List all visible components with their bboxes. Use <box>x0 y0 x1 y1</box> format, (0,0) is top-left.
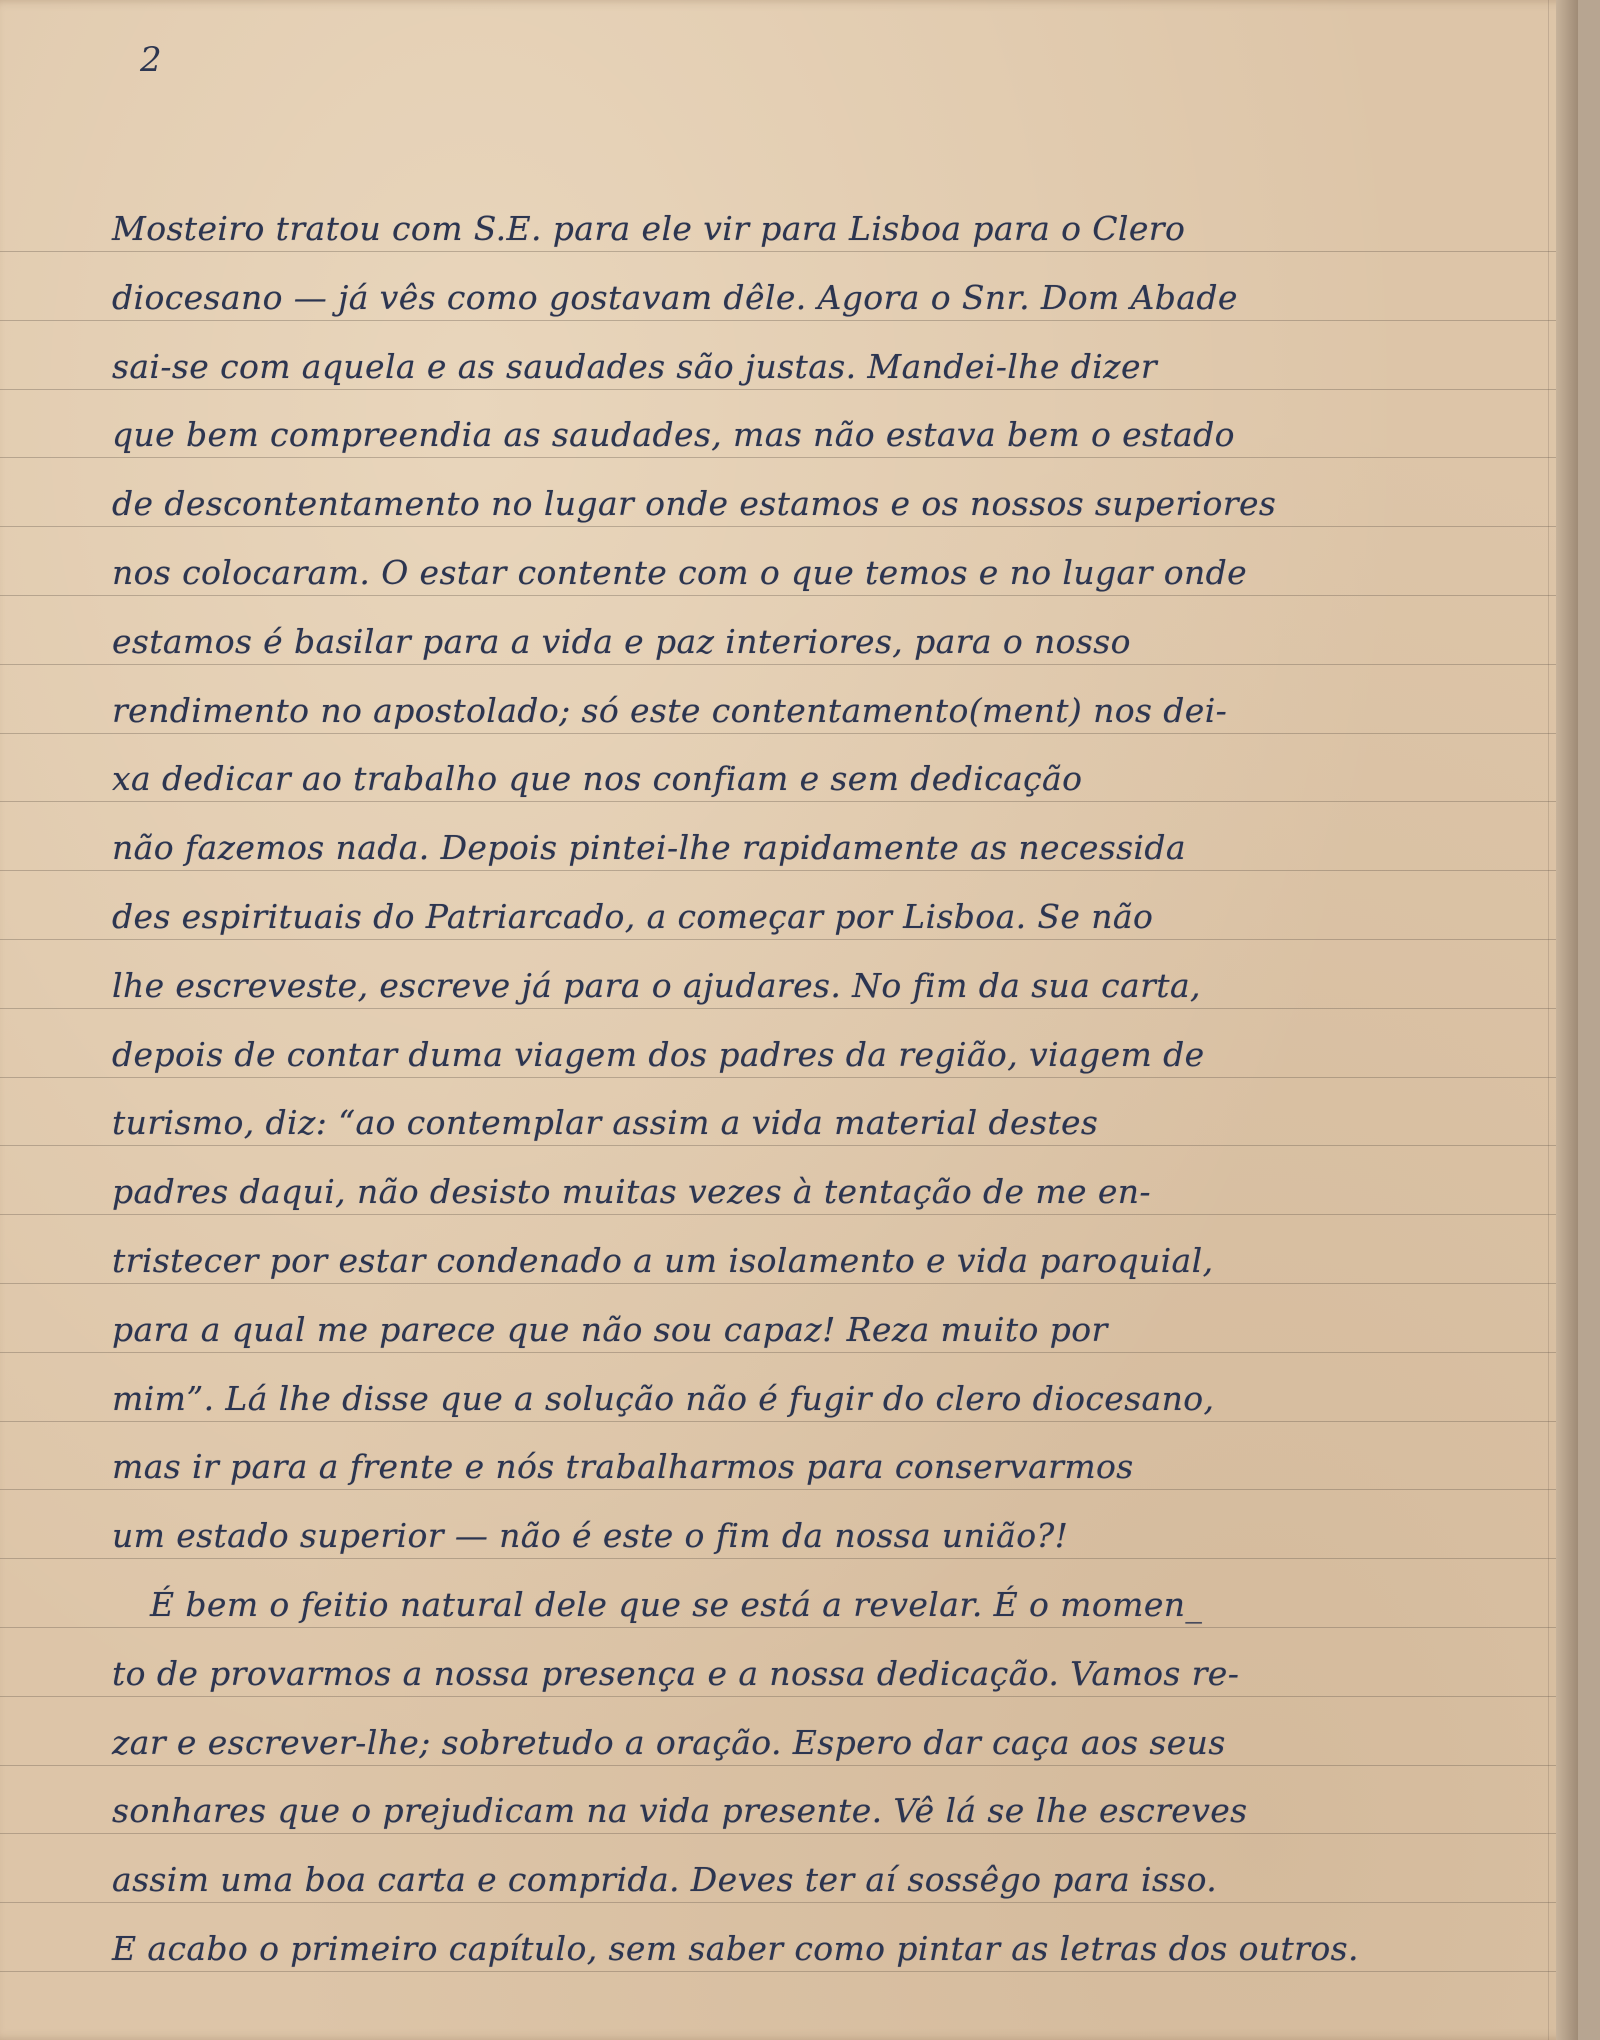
text-line: de descontentamento no lugar onde estamos e os nossos superiores <box>112 484 1277 523</box>
text-line: estamos é basilar para a vida e paz interiores, para o nosso <box>112 622 1131 661</box>
text-line: um estado superior — não é este o fim da nossa união?! <box>112 1516 1069 1555</box>
text-line: sai-se com aquela e as saudades são justas. Mandei-lhe dizer <box>112 347 1158 386</box>
text-line: zar e escrever-lhe; sobretudo a oração. Espero dar caça aos seus <box>112 1723 1226 1762</box>
ruled-line <box>0 1283 1578 1284</box>
ruled-line <box>0 457 1578 458</box>
ruled-line <box>0 1558 1578 1559</box>
text-line: E acabo o primeiro capítulo, sem saber como pintar as letras dos outros. <box>112 1929 1359 1968</box>
ruled-line <box>0 1077 1578 1078</box>
text-line: mim”. Lá lhe disse que a solução não é fugir do clero diocesano, <box>112 1379 1215 1418</box>
text-line: Mosteiro tratou com S.E. para ele vir para Lisboa para o Clero <box>112 209 1186 248</box>
text-line: to de provarmos a nossa presença e a nossa dedicação. Vamos re- <box>112 1654 1240 1693</box>
text-line: nos colocaram. O estar contente com o que temos e no lugar onde <box>112 553 1248 592</box>
ruled-line <box>0 1696 1578 1697</box>
ruled-line <box>0 251 1578 252</box>
text-line: diocesano — já vês como gostavam dêle. Agora o Snr. Dom Abade <box>112 278 1238 317</box>
text-line: que bem compreendia as saudades, mas não estava bem o estado <box>112 415 1235 454</box>
text-line: depois de contar duma viagem dos padres da região, viagem de <box>112 1035 1205 1074</box>
ruled-line <box>0 1971 1578 1972</box>
margin-rule <box>1548 0 1549 2040</box>
page-edge <box>1556 0 1578 2040</box>
ruled-line <box>0 939 1578 940</box>
text-line: mas ir para a frente e nós trabalharmos para conservarmos <box>112 1447 1134 1486</box>
ruled-line <box>0 595 1578 596</box>
text-line: rendimento no apostolado; só este contentamento(ment) nos dei- <box>112 691 1228 730</box>
text-line: não fazemos nada. Depois pintei-lhe rapidamente as necessida <box>112 828 1186 867</box>
ruled-line <box>0 1421 1578 1422</box>
ruled-line <box>0 1765 1578 1766</box>
ruled-line <box>0 1833 1578 1834</box>
text-line: para a qual me parece que não sou capaz! Reza muito por <box>112 1310 1108 1349</box>
ruled-line <box>0 1489 1578 1490</box>
page-number: 2 <box>140 40 162 80</box>
text-line: assim uma boa carta e comprida. Deves ter aí sossêgo para isso. <box>112 1860 1218 1899</box>
text-line: É bem o feitio natural dele que se está a revelar. É o momen_ <box>150 1585 1203 1624</box>
text-line: sonhares que o prejudicam na vida presente. Vê lá se lhe escreves <box>112 1791 1248 1830</box>
ruled-line <box>0 1352 1578 1353</box>
ruled-line <box>0 1008 1578 1009</box>
ruled-line <box>0 320 1578 321</box>
text-line: tristecer por estar condenado a um isolamento e vida paroquial, <box>112 1241 1214 1280</box>
ruled-line <box>0 801 1578 802</box>
text-line: xa dedicar ao trabalho que nos confiam e sem dedicação <box>112 759 1083 798</box>
ruled-line <box>0 733 1578 734</box>
ruled-line <box>0 870 1578 871</box>
text-line: lhe escreveste, escreve já para o ajudares. No fim da sua carta, <box>112 966 1201 1005</box>
ruled-line <box>0 664 1578 665</box>
ruled-line <box>0 1214 1578 1215</box>
text-line: des espirituais do Patriarcado, a começar por Lisboa. Se não <box>112 897 1154 936</box>
ruled-line <box>0 526 1578 527</box>
ruled-line <box>0 1627 1578 1628</box>
ruled-line <box>0 389 1578 390</box>
text-line: padres daqui, não desisto muitas vezes à tentação de me en- <box>112 1172 1151 1211</box>
ruled-line <box>0 1902 1578 1903</box>
text-line: turismo, diz: “ao contemplar assim a vida material destes <box>112 1103 1099 1142</box>
ruled-line <box>0 1145 1578 1146</box>
